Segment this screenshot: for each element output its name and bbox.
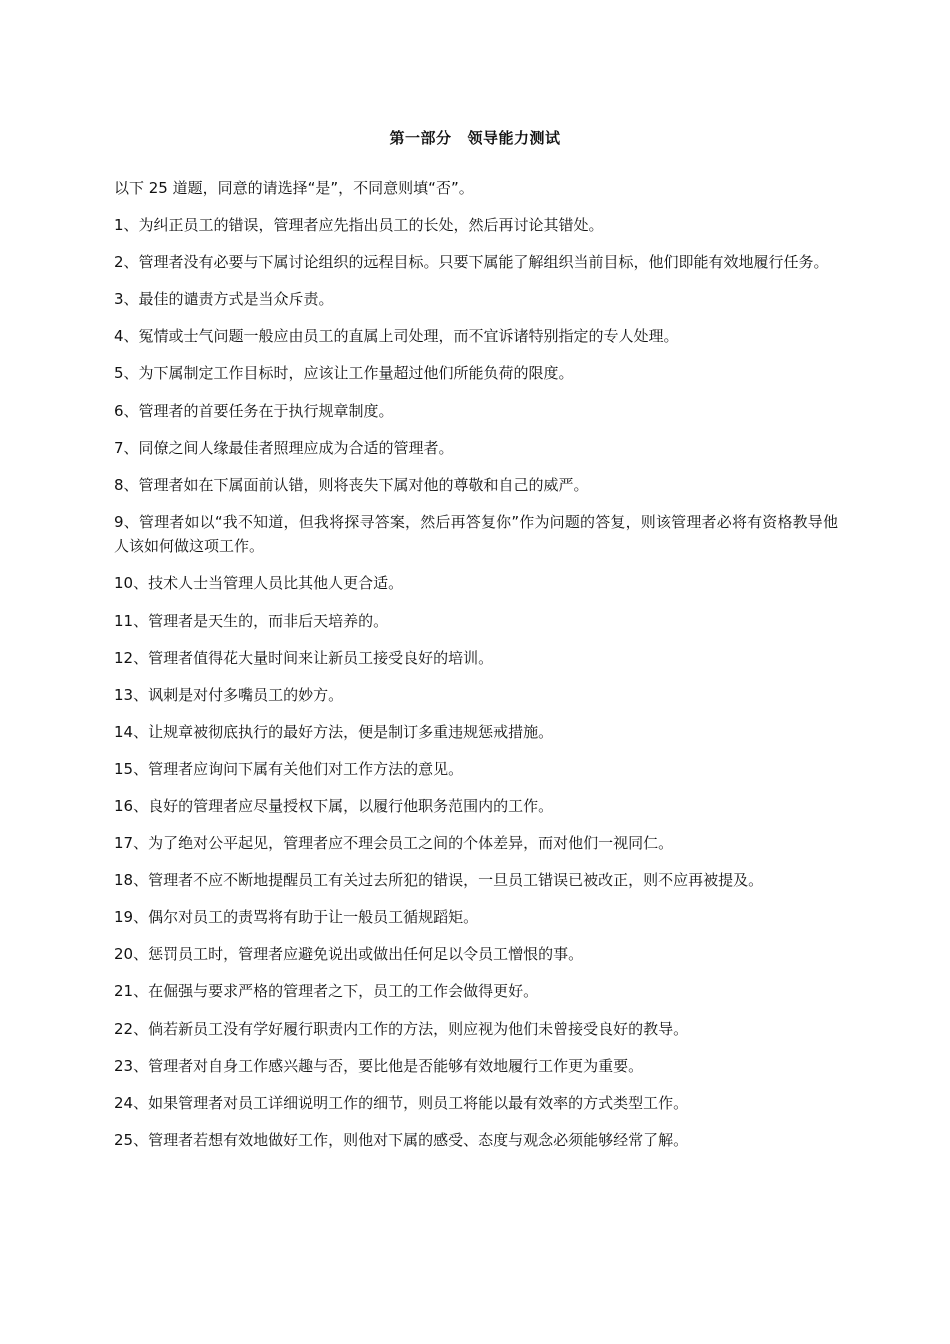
question-item: 15、管理者应询问下属有关他们对工作方法的意见。 [114, 759, 464, 778]
question-item: 5、为下属制定工作目标时，应该让工作量超过他们所能负荷的限度。 [114, 364, 574, 383]
question-item: 6、管理者的首要任务在于执行规章制度。 [114, 401, 394, 420]
question-item: 11、管理者是天生的，而非后天培养的。 [114, 611, 389, 630]
question-item: 9、管理者如以“我不知道，但我将探寻答案，然后再答复你”作为问题的答复，则该管理者必将有资格教导他人该如何做这项工作。 [114, 512, 838, 556]
question-item: 13、讽刺是对付多嘴员工的妙方。 [114, 685, 344, 704]
question-item: 23、管理者对自身工作感兴趣与否，要比他是否能够有效地履行工作更为重要。 [114, 1056, 644, 1075]
question-item: 17、为了绝对公平起见，管理者应不理会员工之间的个体差异，而对他们一视同仁。 [114, 834, 674, 853]
question-item: 14、让规章被彻底执行的最好方法，便是制订多重违规惩戒措施。 [114, 722, 554, 741]
question-item: 12、管理者值得花大量时间来让新员工接受良好的培训。 [114, 648, 494, 667]
question-item: 22、倘若新员工没有学好履行职责内工作的方法，则应视为他们未曾接受良好的教导。 [114, 1019, 689, 1038]
question-item: 18、管理者不应不断地提醒员工有关过去所犯的错误，一旦员工错误已被改正，则不应再被提及。 [114, 871, 764, 890]
title-part: 第一部分 [389, 129, 452, 147]
question-item: 8、管理者如在下属面前认错，则将丧失下属对他的尊敬和自己的威严。 [114, 475, 589, 494]
page-title [0, 127, 950, 149]
question-item: 20、惩罚员工时，管理者应避免说出或做出任何足以令员工憎恨的事。 [114, 945, 584, 964]
question-item: 24、如果管理者对员工详细说明工作的细节，则员工将能以最有效率的方式类型工作。 [114, 1093, 689, 1112]
question-item: 1、为纠正员工的错误，管理者应先指出员工的长处，然后再讨论其错处。 [114, 216, 604, 235]
intro-text: 以下 25 道题，同意的请选择“是”，不同意则填“否”。 [114, 179, 474, 197]
question-item: 21、在倔强与要求严格的管理者之下，员工的工作会做得更好。 [114, 982, 539, 1001]
question-item: 4、冤情或士气问题一般应由员工的直属上司处理，而不宜诉诸特别指定的专人处理。 [114, 327, 679, 346]
question-item: 16、良好的管理者应尽量授权下属，以履行他职务范围内的工作。 [114, 797, 554, 815]
question-item: 3、最佳的谴责方式是当众斥责。 [114, 290, 334, 309]
question-item: 10、技术人士当管理人员比其他人更合适。 [114, 574, 404, 593]
title-name: 领导能力测试 [467, 129, 561, 147]
question-item: 7、同僚之间人缘最佳者照理应成为合适的管理者。 [114, 438, 454, 457]
question-item: 2、管理者没有必要与下属讨论组织的远程目标。只要下属能了解组织当前目标，他们即能有效地履行任务。 [114, 253, 829, 272]
questionnaire-body [114, 176, 838, 1165]
question-item: 19、偶尔对员工的责骂将有助于让一般员工循规蹈矩。 [114, 908, 479, 927]
question-item: 25、管理者若想有效地做好工作，则他对下属的感受、态度与观念必须能够经常了解。 [114, 1130, 689, 1149]
